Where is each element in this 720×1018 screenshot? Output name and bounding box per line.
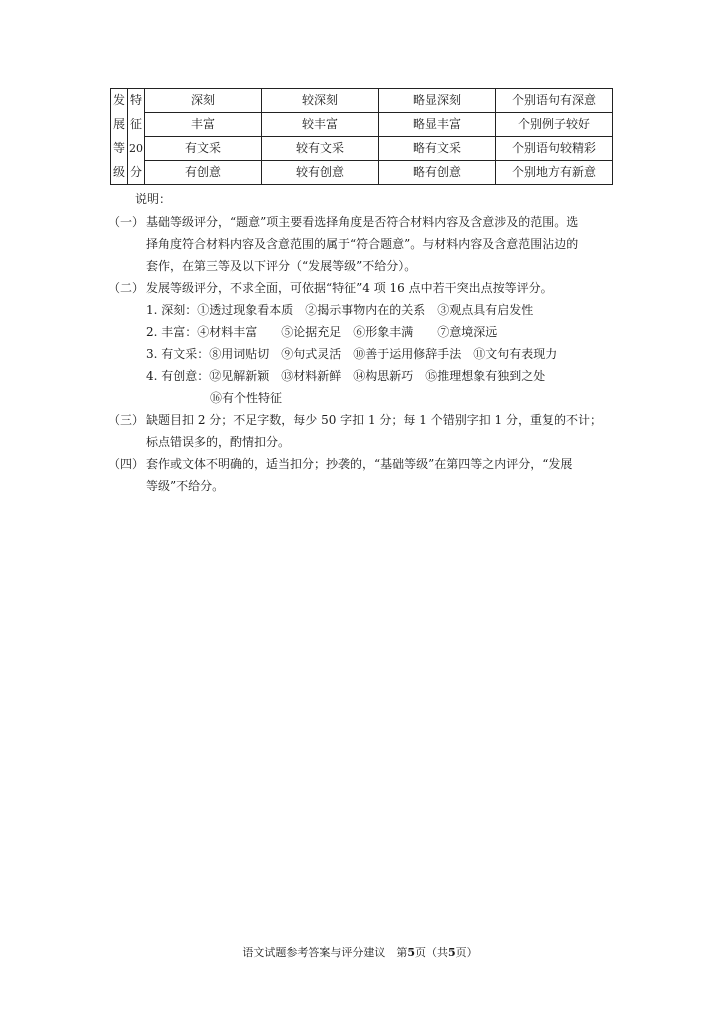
table-cell: 有文采 — [145, 137, 262, 161]
category-char: 等 — [111, 137, 128, 161]
table-cell: 有创意 — [145, 161, 262, 185]
table-cell: 略有创意 — [379, 161, 496, 185]
footer-page-total: 5 — [448, 946, 456, 959]
table-cell: 个别地方有新意 — [496, 161, 613, 185]
note-text: 等级”不给分。 — [146, 479, 225, 493]
table-row — [111, 89, 613, 113]
note-text: 套作，在第三等及以下评分（“发展等级”不给分）。 — [146, 259, 417, 273]
table-cell: 略显深刻 — [379, 89, 496, 113]
table-cell: 个别语句有深意 — [496, 89, 613, 113]
note-text: 套作或文体不明确的，适当扣分；抄袭的，“基础等级”在第四等之内评分，“发展 — [146, 457, 573, 471]
table-cell: 较丰富 — [262, 113, 379, 137]
table-cell: 较深刻 — [262, 89, 379, 113]
table-cell: 略有文采 — [379, 137, 496, 161]
note-item: 4. 有创意：⑫见解新颖 ⑬材料新鲜 ⑭构思新巧 ⑮推理想象有独到之处 — [146, 369, 546, 383]
table-cell: 略显丰富 — [379, 113, 496, 137]
feature-char: 20 — [128, 137, 145, 161]
table-row — [111, 161, 613, 185]
category-char: 级 — [111, 161, 128, 185]
note-item: 2. 丰富：④材料丰富 ⑤论据充足 ⑥形象丰满 ⑦意境深远 — [146, 325, 498, 339]
table-row — [111, 113, 613, 137]
footer-page-prefix: 第 — [396, 946, 408, 959]
table-cell: 个别语句较精彩 — [496, 137, 613, 161]
category-char: 展 — [111, 113, 128, 137]
feature-char: 特 — [128, 89, 145, 113]
table-cell: 个别例子较好 — [496, 113, 613, 137]
note-label: （四） — [108, 457, 145, 471]
note-label: （三） — [108, 413, 145, 427]
note-text: 缺题目扣 2 分；不足字数，每少 50 字扣 1 分；每 1 个错别字扣 1 分，重复的不计； — [146, 413, 602, 427]
development-grade-table — [110, 88, 613, 185]
footer-page-number: 5 — [407, 946, 415, 959]
footer-page-mid: 页（共 — [415, 946, 448, 959]
table-cell: 深刻 — [145, 89, 262, 113]
table-cell: 丰富 — [145, 113, 262, 137]
feature-char: 分 — [128, 161, 145, 185]
note-text: 基础等级评分，“题意”项主要看选择角度是否符合材料内容及含意涉及的范围。选 — [146, 215, 579, 229]
feature-char: 征 — [128, 113, 145, 137]
category-char: 发 — [111, 89, 128, 113]
note-text: 择角度符合材料内容及含意范围的属于“符合题意”。与材料内容及含意范围沾边的 — [146, 237, 579, 251]
table-row — [111, 137, 613, 161]
footer-title: 语文试题参考答案与评分建议 — [242, 946, 386, 959]
note-item: ⑯有个性特征 — [210, 391, 283, 405]
note-item: 1. 深刻：①透过现象看本质 ②揭示事物内在的关系 ③观点具有启发性 — [146, 303, 534, 317]
table-cell: 较有创意 — [262, 161, 379, 185]
note-label: （一） — [108, 215, 145, 229]
note-text: 标点错误多的，酌情扣分。 — [146, 435, 291, 449]
note-text: 发展等级评分，不求全面，可依据“特征”4 项 16 点中若干突出点按等评分。 — [146, 281, 553, 295]
footer-page-suffix: 页） — [455, 946, 478, 959]
notes-heading: 说明： — [135, 192, 172, 206]
page-footer — [0, 944, 720, 960]
note-label: （二） — [108, 281, 145, 295]
note-item: 3. 有文采：⑧用词贴切 ⑨句式灵活 ⑩善于运用修辞手法 ⑪文句有表现力 — [146, 347, 558, 361]
table-cell: 较有文采 — [262, 137, 379, 161]
